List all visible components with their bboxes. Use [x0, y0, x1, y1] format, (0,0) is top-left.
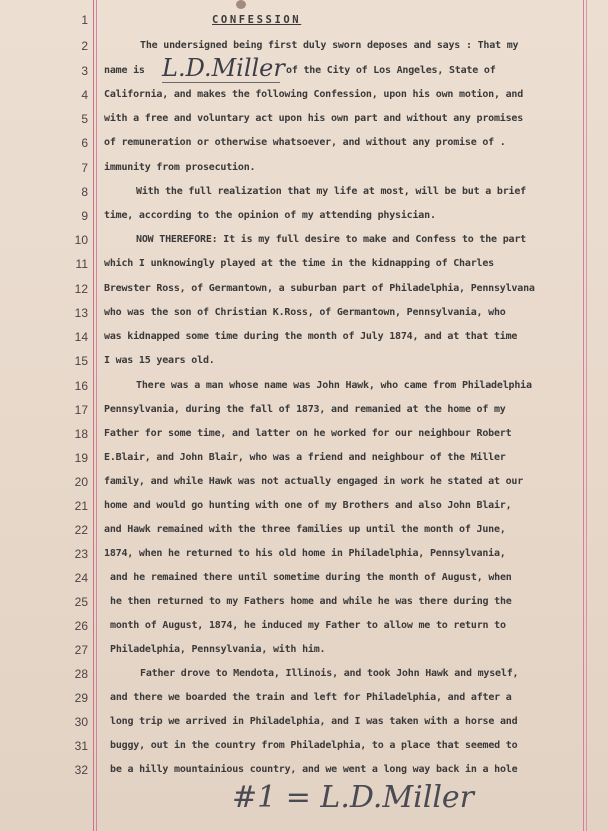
line-number: 19 [74, 451, 88, 465]
line-number: 9 [81, 209, 88, 223]
line-number: 25 [74, 595, 88, 609]
text-line-name-label: name is [104, 65, 145, 76]
text-line: NOW THEREFORE: It is my full desire to make and Confess to the part [136, 234, 526, 245]
line-number: 24 [74, 571, 88, 585]
line-number: 27 [74, 643, 88, 657]
line-number: 8 [81, 185, 88, 199]
text-line: Philadelphia, Pennsylvania, with him. [110, 644, 326, 655]
line-number: 21 [74, 499, 88, 513]
text-line: of remuneration or otherwise whatsoever, and without any promise of . [104, 137, 506, 148]
document-title: CONFESSION [212, 14, 302, 26]
text-line: With the full realization that my life at most, will be but a brief [136, 186, 526, 197]
text-line: 1874, when he returned to his old home in Philadelphia, Pennsylvania, [104, 548, 506, 559]
line-number: 32 [74, 763, 88, 777]
text-line: who was the son of Christian K.Ross, of Germantown, Pennsylvania, who [104, 307, 506, 318]
line-number: 4 [81, 88, 88, 102]
text-line: California, and makes the following Confession, upon his own motion, and [104, 89, 524, 100]
line-number: 28 [74, 667, 88, 681]
line-number: 15 [74, 354, 88, 368]
line-number: 1 [81, 13, 88, 27]
text-line: be a hilly mountainious country, and we went a long way back in a hole [110, 764, 518, 775]
text-line: and Hawk remained with the three families up until the month of June, [104, 524, 506, 535]
text-line: time, according to the opinion of my attending physician. [104, 210, 436, 221]
line-number: 18 [74, 427, 88, 441]
line-number: 14 [74, 330, 88, 344]
text-line: was kidnapped some time during the month of July 1874, and at that time [104, 331, 518, 342]
text-line-city: of the City of Los Angeles, State of [286, 65, 496, 76]
text-line: buggy, out in the country from Philadelphia, to a place that seemed to [110, 740, 518, 751]
right-margin-rule-inner [586, 0, 587, 831]
text-line: Father for some time, and latter on he worked for our neighbour Robert [104, 428, 512, 439]
line-number: 11 [75, 257, 88, 271]
line-number: 26 [74, 619, 88, 633]
bottom-handwritten-annotation: #1 = L.D.Miller [232, 780, 475, 815]
line-number: 20 [74, 475, 88, 489]
line-number: 5 [81, 112, 88, 126]
line-number: 29 [74, 691, 88, 705]
text-line: family, and while Hawk was not actually engaged in work he stated at our [104, 476, 524, 487]
text-line: The undersigned being first duly sworn deposes and says : That my [140, 40, 519, 51]
text-line: immunity from prosecution. [104, 162, 256, 173]
line-number: 6 [81, 136, 88, 150]
text-line: I was 15 years old. [104, 355, 215, 366]
text-line: E.Blair, and John Blair, who was a friend and neighbour of the Miller [104, 452, 506, 463]
line-number: 13 [74, 306, 88, 320]
text-line: and he remained there until sometime during the month of August, when [110, 572, 512, 583]
line-number: 2 [81, 39, 88, 53]
line-number: 10 [74, 233, 88, 247]
text-line: Pennsylvania, during the fall of 1873, and remanied at the home of my [104, 404, 506, 415]
left-margin-rule [93, 0, 94, 831]
line-number: 17 [74, 403, 88, 417]
text-line: Father drove to Mendota, Illinois, and took John Hawk and myself, [140, 668, 519, 679]
handwritten-signature: L.D.Miller [162, 54, 285, 82]
line-number: 22 [74, 523, 88, 537]
text-line: with a free and voluntary act upon his own part and without any promises [104, 113, 524, 124]
text-line: he then returned to my Fathers home and while he was there during the [110, 596, 512, 607]
text-line: month of August, 1874, he induced my Father to allow me to return to [110, 620, 506, 631]
line-number: 16 [74, 379, 88, 393]
text-line: and there we boarded the train and left for Philadelphia, and after a [110, 692, 512, 703]
paper-stain [236, 0, 246, 9]
line-number: 23 [74, 547, 88, 561]
line-number: 3 [81, 64, 88, 78]
right-margin-rule [583, 0, 584, 831]
text-line: There was a man whose name was John Hawk, who came from Philadelphia [136, 380, 532, 391]
line-number: 30 [74, 715, 88, 729]
text-line: home and would go hunting with one of my Brothers and also John Blair, [104, 500, 512, 511]
text-line: long trip we arrived in Philadelphia, and I was taken with a horse and [110, 716, 518, 727]
left-margin-rule-inner [96, 0, 97, 831]
line-number: 31 [74, 739, 88, 753]
line-number: 7 [81, 161, 88, 175]
line-number: 12 [74, 282, 88, 296]
text-line: Brewster Ross, of Germantown, a suburban part of Philadelphia, Pennsylvana [104, 283, 535, 294]
text-line: which I unknowingly played at the time in the kidnapping of Charles [104, 258, 494, 269]
